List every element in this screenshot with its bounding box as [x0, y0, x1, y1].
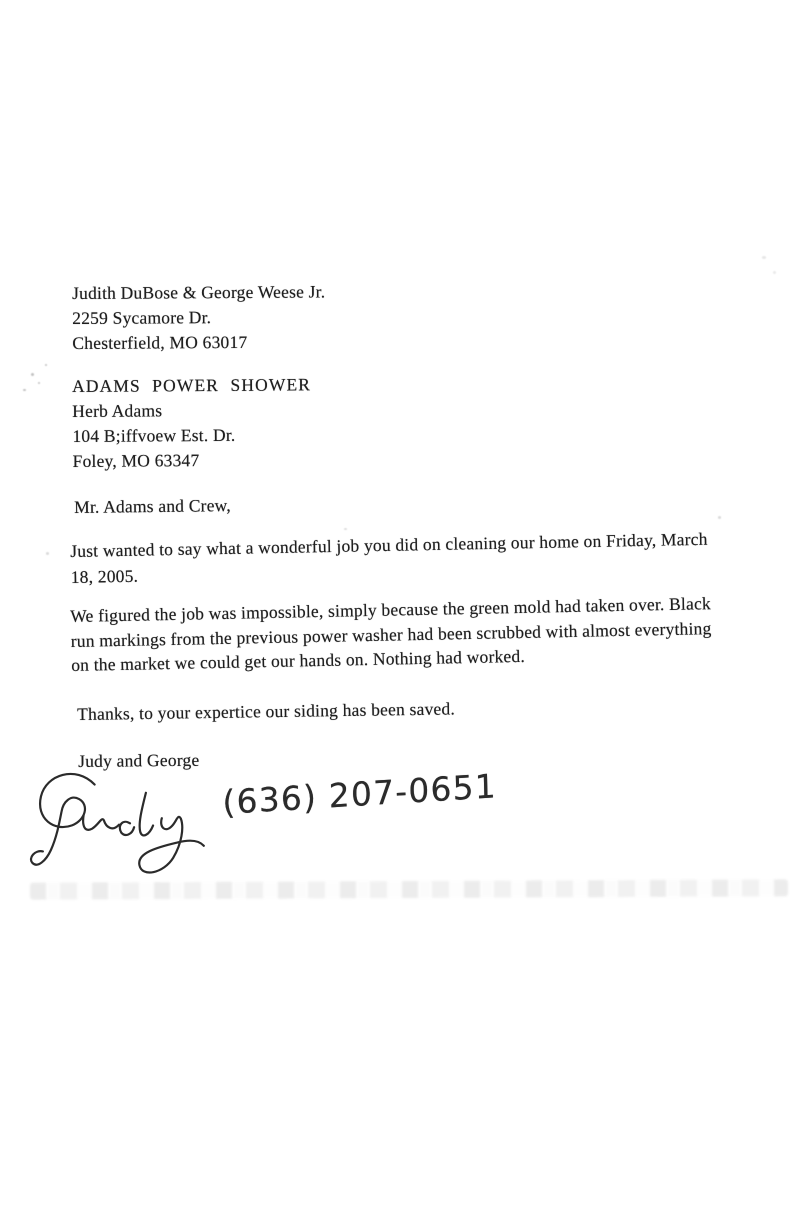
scan-speck	[773, 271, 776, 274]
recipient-street: 104 B;iffvoew Est. Dr.	[72, 424, 236, 446]
scan-speck	[300, 666, 303, 668]
recipient-name: Herb Adams	[72, 400, 163, 421]
paragraph-2-line-1: We figured the job was impossible, simply because the green mold had taken over. Black	[70, 593, 712, 626]
salutation: Mr. Adams and Crew,	[74, 495, 232, 517]
scan-speck	[46, 552, 49, 555]
paragraph-2-line-3: on the market we could get our hands on. Nothing had worked.	[71, 645, 526, 675]
paragraph-2	[70, 591, 712, 677]
sender-address-block	[72, 279, 326, 356]
closing-line: Judy and George	[78, 749, 200, 771]
sender-street: 2259 Sycamore Dr.	[72, 307, 212, 328]
scan-artifact-band	[30, 879, 788, 899]
paragraph-1-line-2: 18, 2005.	[70, 565, 139, 587]
sender-city-state-zip: Chesterfield, MO 63017	[72, 331, 248, 353]
recipient-company: ADAMS POWER SHOWER	[72, 374, 312, 396]
scan-speck	[762, 256, 766, 259]
handwritten-signature	[24, 762, 216, 888]
recipient-city-state-zip: Foley, MO 63347	[72, 450, 200, 471]
paragraph-2-line-2: run markings from the previous power washer had been scrubbed with almost everything	[70, 617, 712, 651]
paragraph-1	[70, 527, 708, 590]
paragraph-1-line-1: Just wanted to say what a wonderful job you did on cleaning our home on Friday, March	[70, 528, 708, 561]
scan-speck	[45, 364, 47, 366]
scan-speck	[718, 516, 721, 519]
scan-speck	[38, 382, 40, 384]
scan-speck	[31, 373, 34, 376]
sender-name: Judith DuBose & George Weese Jr.	[72, 281, 326, 303]
scan-speck	[344, 528, 347, 530]
signature-stroke	[28, 769, 205, 876]
scan-speck	[23, 389, 26, 391]
recipient-address-block	[72, 372, 312, 474]
handwritten-phone-number: (636) 207-0651	[222, 766, 498, 823]
paragraph-3: Thanks, to your expertice our siding has been saved.	[77, 698, 456, 724]
